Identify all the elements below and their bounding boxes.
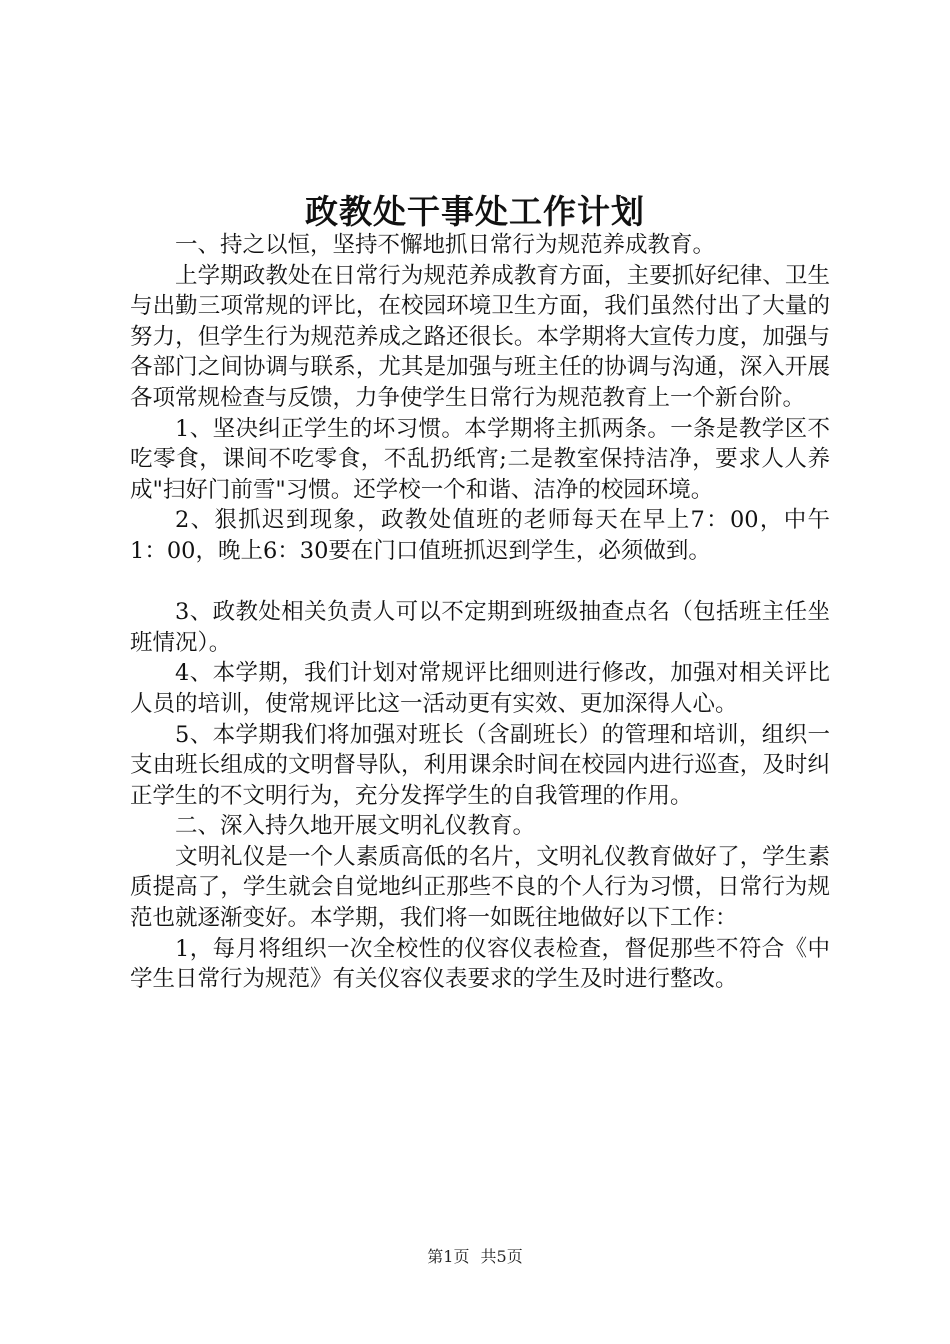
list-item: 1、坚决纠正学生的坏习惯。本学期将主抓两条。一条是教学区不吃零食，课间不吃零食，不乱扔纸宵;二是教室保持洁净，要求人人养成"扫好门前雪"习惯。还学校一个和谐、洁净的校园环境。 [130,415,830,503]
paragraph: 上学期政教处在日常行为规范养成教育方面，主要抓好纪律、卫生与出勤三项常规的评比，在校园环境卫生方面，我们虽然付出了大量的努力，但学生行为规范养成之路还很长。本学期将大宣传力度，加强与各部门之间协调与联系，尤其是加强与班主任的协调与沟通，深入开展各项常规检查与反馈，力争使学生日常行为规范教育上一个新台阶。 [130,262,830,411]
section-heading-2: 二、深入持久地开展文明礼仪教育。 [175,813,536,840]
list-item: 4、本学期，我们计划对常规评比细则进行修改，加强对相关评比人员的培训，使常规评比这一活动更有实效、更加深得人心。 [130,660,830,717]
paragraph: 文明礼仪是一个人素质高低的名片，文明礼仪教育做好了，学生素质提高了，学生就会自觉地纠正那些不良的个人行为习惯，日常行为规范也就逐渐变好。本学期，我们将一如既往地做好以下工作： [130,843,830,932]
page-footer [0,1244,950,1267]
list-item: 1，每月将组织一次全校性的仪容仪表检查，督促那些不符合《中学生日常行为规范》有关仪容仪表要求的学生及时进行整改。 [130,935,830,993]
document-title: 政教处干事处工作计划 [305,192,645,231]
document-body [130,230,830,995]
list-item: 3、政教处相关负责人可以不定期到班级抽查点名（包括班主任坐班情况）。 [130,599,830,656]
page-total: 共5页 [480,1247,523,1266]
list-item: 2、狠抓迟到现象，政教处值班的老师每天在早上7：00，中午1：00，晚上6：30要在门口值班抓迟到学生，必须做到。 [130,507,830,564]
list-item: 5、本学期我们将加强对班长（含副班长）的管理和培训，组织一支由班长组成的文明督导队，利用课余时间在校园内进行巡查，及时纠正学生的不文明行为，充分发挥学生的自我管理的作用。 [130,721,830,809]
section-heading-1: 一、持之以恒，坚持不懈地抓日常行为规范养成教育。 [175,232,716,258]
page-number: 第1页 [427,1247,470,1266]
